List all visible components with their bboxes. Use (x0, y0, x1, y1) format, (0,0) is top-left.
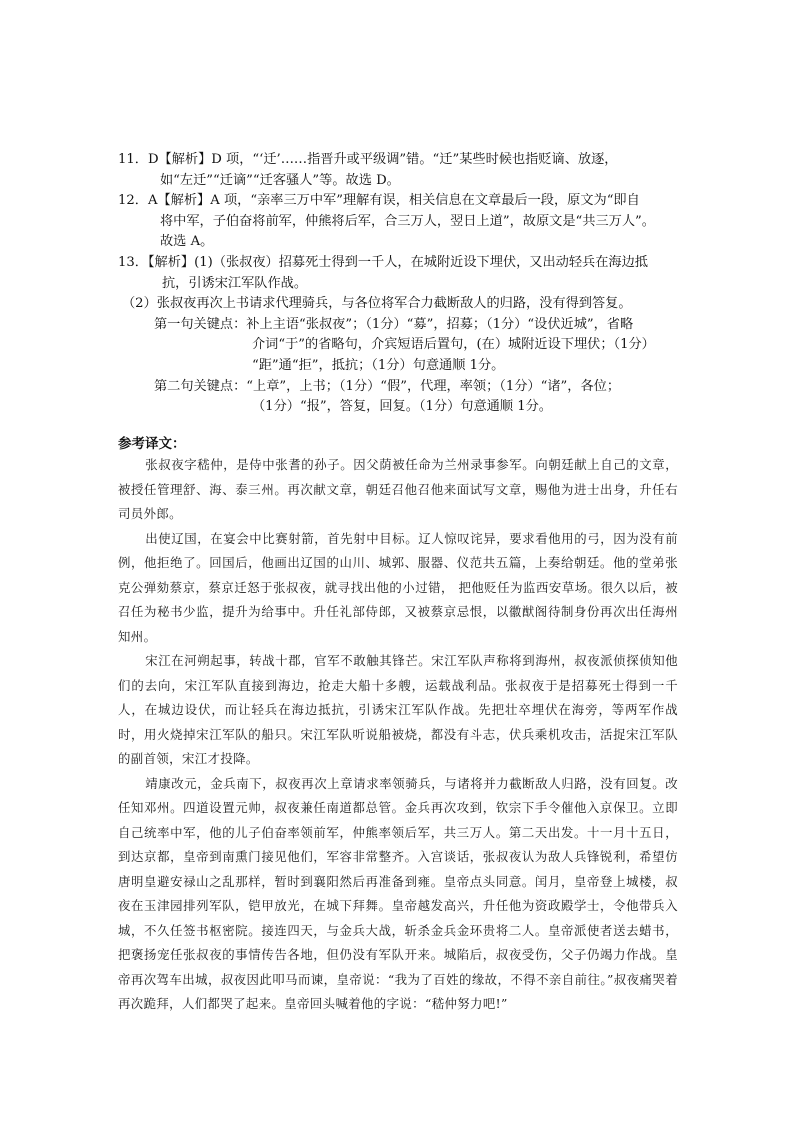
translation-paragraph: 靖康改元，金兵南下，叔夜再次上章请求率领骑兵，与诸将并力截断敌人归路，没有回复。改任知邓州。四道设置元帅，叔夜兼任南道都总管。金兵再次攻到，钦宗下手令催他入京保卫。立即自己统率中军，他的儿子伯奋率领前军，仲熊率领后军，共三万人。第二天出发。十一月十五日，到达京都，皇帝到南熏门接见他们，军容非常整齐。入宫谈话，张叔夜认为敌人兵锋锐利，希望仿唐明皇避安禄山之乱那样，暂时到襄阳然后再准备到雍。皇帝点头同意。闰月，皇帝登上城楼，叔夜在玉津园排列军队，铠甲放光，在城下拜舞。皇帝越发高兴，升任他为资政殿学士，令他带兵入城，不久任签书枢密院。接连四天，与金兵大战，斩杀金兵金环贵将二人。皇帝派使者送去蜡书，把褒扬宠任张叔夜的事情传告各地，但仍没有军队开来。城陷后，叔夜受伤，父子仍竭力作战。皇帝再次驾车出城，叔夜因此叩马而谏，皇帝说：“我为了百姓的缘故，不得不亲自前往。”叔夜痛哭着再次跪拜，人们都哭了起来。皇帝回头喊着他的字说：“嵇仲努力吧!” (118, 775, 678, 1011)
key-point-line: 介词“于”的省略句，介宾短语后置句，(在）城附近设下埋伏；（1分） (252, 337, 655, 353)
key-point-line: 第二句关键点：“上章”，上书；（1分）“假”，代理，率领；（1分）“诸”，各位； (154, 378, 621, 394)
reference-translation-title: 参考译文： (118, 436, 186, 452)
reference-translation-body (118, 453, 678, 1017)
key-point-line: “距”通“拒”，抵抗；（1分）句意通顺 1分。 (252, 357, 505, 373)
answer-line: （2）张叔夜再次上书请求代理骑兵，与各位将军合力截断敌人的归路，没有得到答复。 (122, 296, 632, 312)
answer-line: 12．A【解析】A 项，“亲率三万中军”理解有误，相关信息在文章最后一段，原文为“即自 (118, 193, 640, 209)
translation-paragraph: 宋江在河朔起事，转战十郡，官军不敢触其锋芒。宋江军队声称将到海州，叔夜派侦探侦知他们的去向，宋江军队直接到海边，抢走大船十多艘，运载战利品。张叔夜于是招募死士得到一千人，在城边设伏，而让轻兵在海边抵抗，引诱宋江军队作战。先把壮卒埋伏在海旁，等两军作战时，用火烧掉宋江军队的船只。宋江军队听说船被烧，都没有斗志，伏兵乘机攻击，活捉宋江军队的副首领，宋江才投降。 (118, 653, 678, 766)
translation-paragraph: 张叔夜字嵇仲，是侍中张耆的孙子。因父荫被任命为兰州录事参军。向朝廷献上自己的文章，被授任管理舒、海、泰三州。再次献文章，朝廷召他召他来面试写文章，赐他为进士出身，升任右司员外郎。 (118, 457, 678, 521)
answer-line: 抗，引诱宋江军队作战。 (162, 275, 308, 291)
answer-line: 如“左迁”“迁谪”“迁客骚人”等。故选 D。 (160, 172, 400, 188)
answer-line: 11．D【解析】D 项，“‘迁’……指晋升或平级调”错。“迁”某些时候也指贬谪、放逐， (118, 152, 618, 167)
key-point-line: 第一句关键点：补上主语“张叔夜”；（1分）“募”，招募；（1分）“设伏近城”，省略 (154, 316, 634, 332)
answer-section (118, 150, 688, 418)
answer-line: 故选 A。 (160, 234, 214, 250)
translation-paragraph: 出使辽国，在宴会中比赛射箭，首先射中目标。辽人惊叹诧异，要求看他用的弓，因为没有前例，他拒绝了。回国后，他画出辽国的山川、城郭、服器、仪范共五篇，上奏给朝廷。他的堂弟张克公弹劾蔡京，蔡京迁怒于张叔夜，就寻找出他的小过错， 把他贬任为监西安草场。很久以后，被召任为秘书少监，提升为给事中。升任礼部侍郎，又被蔡京忌恨，以徽猷阁待制身份再次出任海州知州。 (118, 530, 678, 644)
answer-line: 将中军，子伯奋将前军，仲熊将后军，合三万人，翌日上道”，故原文是“共三万人”。 (160, 213, 655, 229)
answer-line: 13．【解析】(1)（张叔夜）招募死士得到一千人，在城附近设下埋伏，又出动轻兵在海边抵 (118, 254, 648, 270)
key-point-line: （1分）“报”，答复，回复。（1分）句意通顺 1分。 (252, 399, 552, 415)
